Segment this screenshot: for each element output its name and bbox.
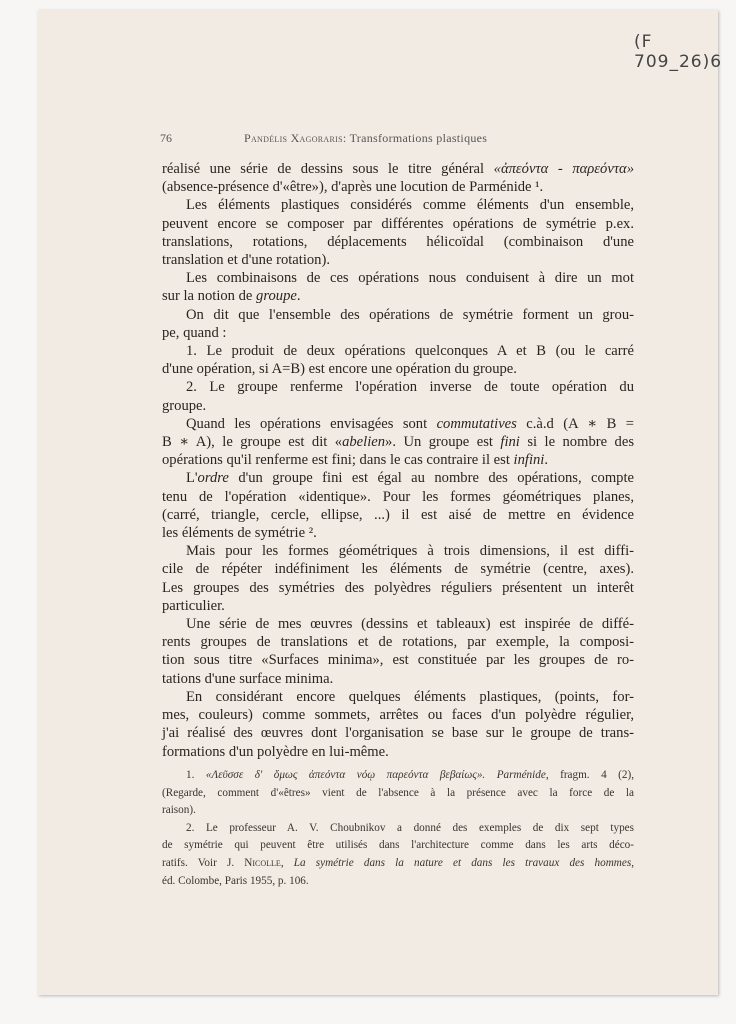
text-segment: formations d'un polyèdre en lui-même. [162,743,389,760]
text-line [162,651,634,669]
text-segment: Quand les opérations envisagées sont [186,415,437,432]
author-name: Pandélis Xagoraris [244,131,343,145]
text-segment: éd. Colombe, Paris 1955, p. 106. [162,874,309,887]
text-segment: pe, quand : [162,324,227,341]
paragraph [162,306,634,342]
paragraph [162,688,634,761]
text-line [162,706,634,724]
footnote [162,767,634,820]
paragraph [162,469,634,542]
italic-text: «Λεῦσσε δ' ὅμως ἀπεόντα νόῳ παρεόντα βεβαίως». Parménide [205,769,546,781]
text-segment: réalisé une série de dessins sous le titre général [162,161,494,177]
text-segment: cile de répéter indéfiniment les éléments de symétrie (centre, axes). [162,561,634,578]
paragraph [162,196,634,269]
text-line [162,306,634,324]
text-segment: d'une opération, si A=B) est encore une opération du groupe. [162,361,517,378]
italic-text: infini [513,452,545,469]
italic-text: La symétrie dans la nature et dans les travaux des hommes [293,856,632,869]
text-line [162,251,634,269]
text-line [162,469,634,487]
text-line [162,342,634,360]
text-segment: Mais pour les formes géométriques à trois dimensions, il est diffi- [186,543,634,560]
text-line [162,378,634,396]
italic-text: groupe [256,288,297,305]
text-line [162,670,634,688]
text-line [162,688,634,706]
text-line [162,633,634,651]
text-line [162,196,634,214]
text-segment: . [544,452,549,469]
text-line [162,542,634,560]
text-line [162,160,634,178]
text-segment: , [280,856,294,869]
italic-text: abelien [342,434,386,451]
text-segment: opérations qu'il renferme est fini; dans le cas contraire il est [162,452,514,469]
text-segment: de symétrie qui peuvent être utilisés dans l'architecture comme dans les arts déco- [162,839,634,852]
text-segment: translation et d'une rotation). [162,252,330,269]
text-segment: 2. Le professeur A. V. Choubnikov a donné des exemples de dix sept types [186,821,634,834]
italic-text: fini [500,434,520,451]
text-segment: 1. [186,769,206,781]
text-segment: tion sous titre «Surfaces minima», est constituée par les groupes de ro- [162,652,634,669]
text-segment: 2. Le groupe renferme l'opération inverse de toute opération du [186,379,634,396]
text-line [162,724,634,742]
text-line [162,767,634,785]
text-segment: 1. Le produit de deux opérations quelconques A et B (ou le carré [186,343,634,360]
text-line [162,415,634,433]
text-segment: L' [186,470,198,487]
text-line [162,820,634,838]
text-segment: On dit que l'ensemble des opérations de symétrie forment un grou- [186,306,634,323]
footnotes [162,767,634,890]
text-segment: Nicolle [244,856,281,869]
paragraph [162,160,634,196]
title-separator: : [342,131,350,145]
text-line [162,802,634,820]
text-line [162,233,634,251]
text-segment: Les combinaisons de ces opérations nous conduisent à dire un mot [186,270,634,287]
text-segment: , fragm. 4 (2), [545,769,635,781]
text-line [162,785,634,803]
page-number: 76 [160,131,172,145]
body-text [162,160,634,761]
text-line [162,524,634,542]
text-line [162,360,634,378]
text-line [162,579,634,597]
paragraph [162,542,634,615]
paragraph [162,378,634,414]
text-segment: rents groupes de translations et de rotations, par exemple, la composi- [162,634,634,651]
paragraph [162,415,634,470]
text-segment: , [631,856,634,869]
text-segment: (absence-présence d'«être»), d'après une locution de Parménide ¹. [162,179,544,196]
text-segment: . [296,288,301,305]
text-line [162,506,634,524]
italic-text: ordre [197,470,229,487]
text-line [162,855,634,873]
text-line [162,597,634,615]
text-line [162,451,634,469]
text-segment: sur la notion de [162,288,257,305]
text-line [162,324,634,342]
text-line [162,215,634,233]
text-segment: j'ai réalisé des œuvres dont l'organisation se base sur le groupe de trans- [162,725,634,742]
text-segment: Les groupes des symétries des polyèdres réguliers présentent un interêt [162,579,634,596]
handwritten-archive-note: (F 709_26)6 [634,32,723,72]
text-segment: mes, couleurs) comme sommets, arrêtes ou faces d'un polyèdre régulier, [162,707,634,724]
text-line [162,488,634,506]
text-line [162,560,634,578]
footnote [162,820,634,890]
text-segment: Une série de mes œuvres (dessins et tableaux) est inspirée de diffé- [186,616,634,633]
running-title [244,131,487,146]
text-segment: les éléments de symétrie ². [162,525,317,542]
text-line [162,178,634,196]
text-segment: ratifs. Voir J. [162,856,245,869]
text-segment: (Regarde, comment d'«êtres» vient de l'absence à la présence avec la force de la [162,786,634,799]
text-line [162,873,634,891]
text-segment: particulier. [162,597,225,614]
text-line [162,615,634,633]
paragraph [162,269,634,305]
text-line [162,433,634,451]
text-segment: c.à.d (A ∗ B = [516,415,634,432]
text-segment: En considérant encore quelques éléments plastiques, (points, for- [186,688,634,705]
text-segment: tations d'une surface minima. [162,670,334,687]
text-segment: d'un groupe fini est égal au nombre des opérations, compte [228,470,634,487]
text-line [162,287,634,305]
article-title: Transformations plastiques [349,131,488,145]
text-segment: tenu de l'opération «identique». Pour les formes géométriques planes, [162,488,634,505]
text-segment: B ∗ A), le groupe est dit « [162,434,343,451]
text-line [162,397,634,415]
paragraph [162,615,634,688]
italic-text: commutatives [436,415,517,432]
text-line [162,269,634,287]
text-segment: translations, rotations, déplacements hélicoïdal (combinaison d'une [162,233,634,250]
text-line [162,743,634,761]
text-segment: peuvent encore se composer par différentes opérations de symétrie p.ex. [162,215,634,232]
text-segment: Les éléments plastiques considérés comme éléments d'un ensemble, [186,197,634,214]
text-segment: ». Un groupe est [385,434,501,451]
text-segment: raison). [162,804,196,817]
paragraph [162,342,634,378]
text-segment: si le nombre des [519,434,635,451]
text-segment: groupe. [162,397,207,414]
text-line [162,837,634,855]
italic-text: «ἀπεόντα - παρεόντα» [493,161,635,177]
text-segment: (carré, triangle, cercle, ellipse, ...) il est aisé de mettre en évidence [162,506,634,523]
